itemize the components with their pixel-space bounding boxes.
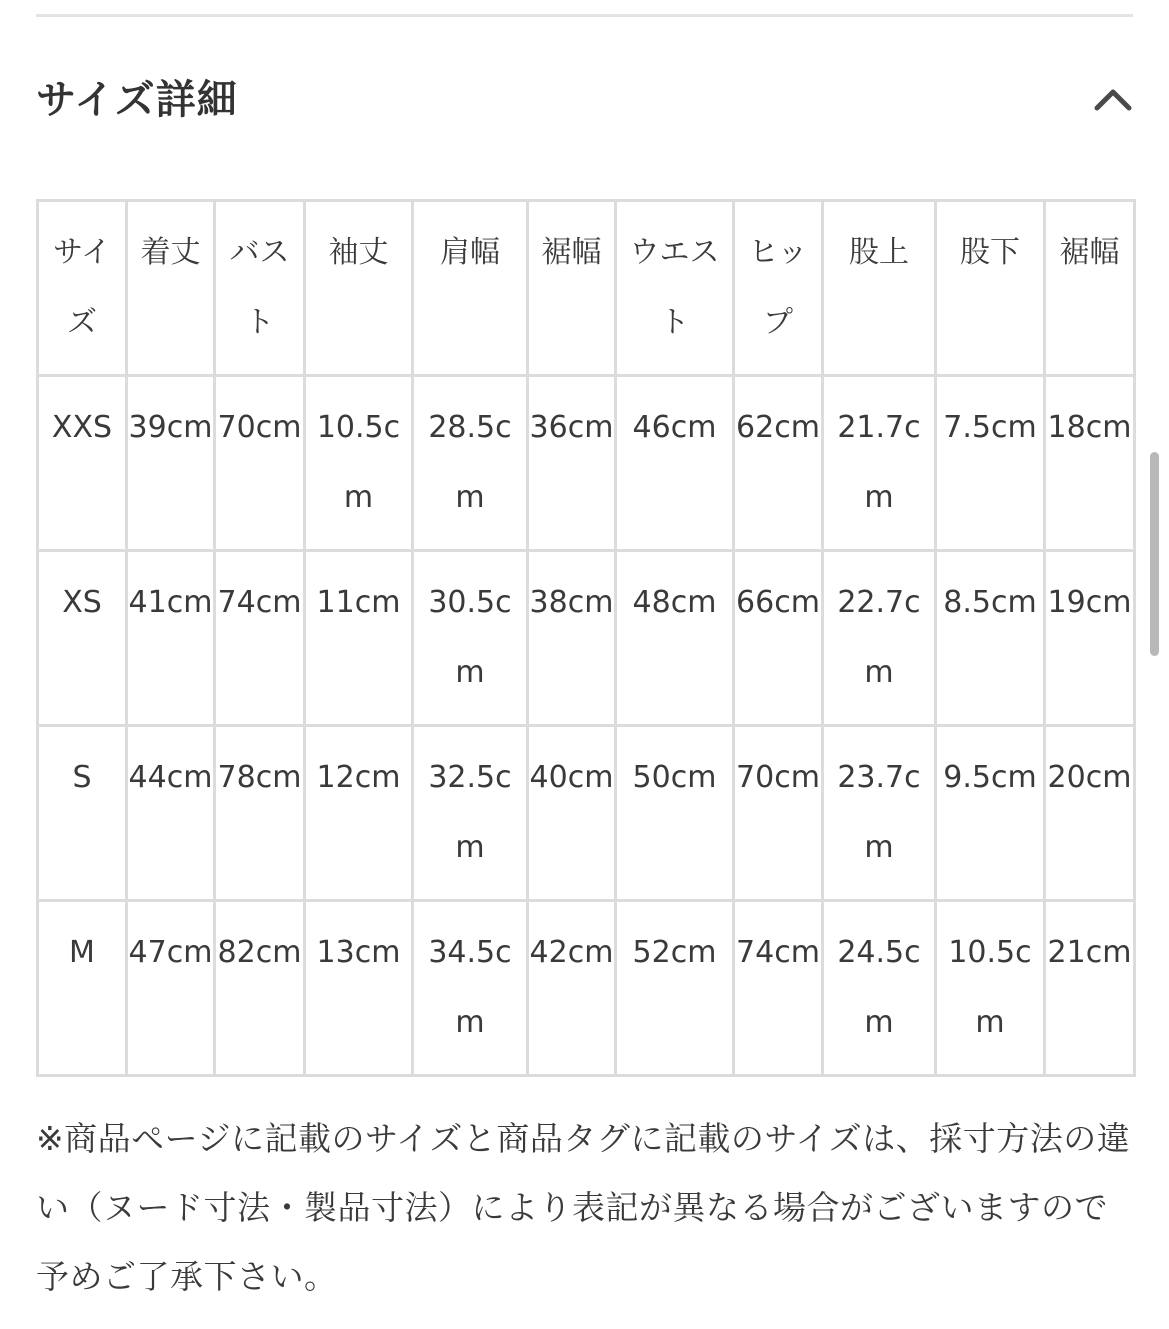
size-details-header[interactable] [36,62,1133,138]
header-cell: 股下 [936,201,1045,376]
table-cell: 19cm [1045,551,1135,726]
header-cell: 裾幅 [528,201,616,376]
table-cell: 50cm [616,726,734,901]
table-cell: 40cm [528,726,616,901]
top-divider [36,14,1133,17]
table-cell: 82cm [215,901,305,1076]
table-cell: 38cm [528,551,616,726]
chevron-up-icon[interactable] [1093,80,1133,120]
table-cell: 48cm [616,551,734,726]
table-cell: 10.5cm [936,901,1045,1076]
header-cell: 袖丈 [305,201,413,376]
table-cell: 32.5cm [413,726,528,901]
table-cell: 70cm [215,376,305,551]
table-cell: 66cm [734,551,823,726]
table-row [38,376,1135,551]
table-row [38,551,1135,726]
table-cell: 47cm [127,901,215,1076]
table-cell: 30.5cm [413,551,528,726]
table-cell: 20cm [1045,726,1135,901]
table-cell: 41cm [127,551,215,726]
header-cell: 股上 [823,201,936,376]
table-cell: 39cm [127,376,215,551]
header-cell: 裾幅 [1045,201,1135,376]
table-cell: 28.5cm [413,376,528,551]
table-cell: 36cm [528,376,616,551]
table-cell: 62cm [734,376,823,551]
table-cell: 9.5cm [936,726,1045,901]
table-header-row [38,201,1135,376]
size-cell: S [38,726,127,901]
table-cell: 13cm [305,901,413,1076]
size-cell: M [38,901,127,1076]
table-cell: 21.7cm [823,376,936,551]
header-cell: サイズ [38,201,127,376]
size-cell: XS [38,551,127,726]
table-cell: 7.5cm [936,376,1045,551]
table-row [38,726,1135,901]
size-table [36,199,1136,1077]
table-cell: 52cm [616,901,734,1076]
table-cell: 8.5cm [936,551,1045,726]
table-cell: 11cm [305,551,413,726]
header-cell: バスト [215,201,305,376]
table-row [38,901,1135,1076]
table-cell: 44cm [127,726,215,901]
table-cell: 12cm [305,726,413,901]
table-cell: 34.5cm [413,901,528,1076]
header-cell: ヒップ [734,201,823,376]
size-note: ※商品ページに記載のサイズと商品タグに記載のサイズは、採寸方法の違い（ヌード寸法・製品寸法）により表記が異なる場合がございますので予めご了承下さい。 [36,1119,1131,1296]
header-cell: 着丈 [127,201,215,376]
table-cell: 24.5cm [823,901,936,1076]
table-cell: 78cm [215,726,305,901]
table-cell: 10.5cm [305,376,413,551]
table-cell: 74cm [734,901,823,1076]
section-title: サイズ詳細 [36,77,238,123]
header-cell: ウエスト [616,201,734,376]
size-cell: XXS [38,376,127,551]
table-cell: 22.7cm [823,551,936,726]
table-cell: 23.7cm [823,726,936,901]
table-cell: 74cm [215,551,305,726]
header-cell: 肩幅 [413,201,528,376]
table-cell: 70cm [734,726,823,901]
scrollbar[interactable] [1150,452,1159,656]
table-cell: 21cm [1045,901,1135,1076]
table-cell: 46cm [616,376,734,551]
table-cell: 18cm [1045,376,1135,551]
table-cell: 42cm [528,901,616,1076]
